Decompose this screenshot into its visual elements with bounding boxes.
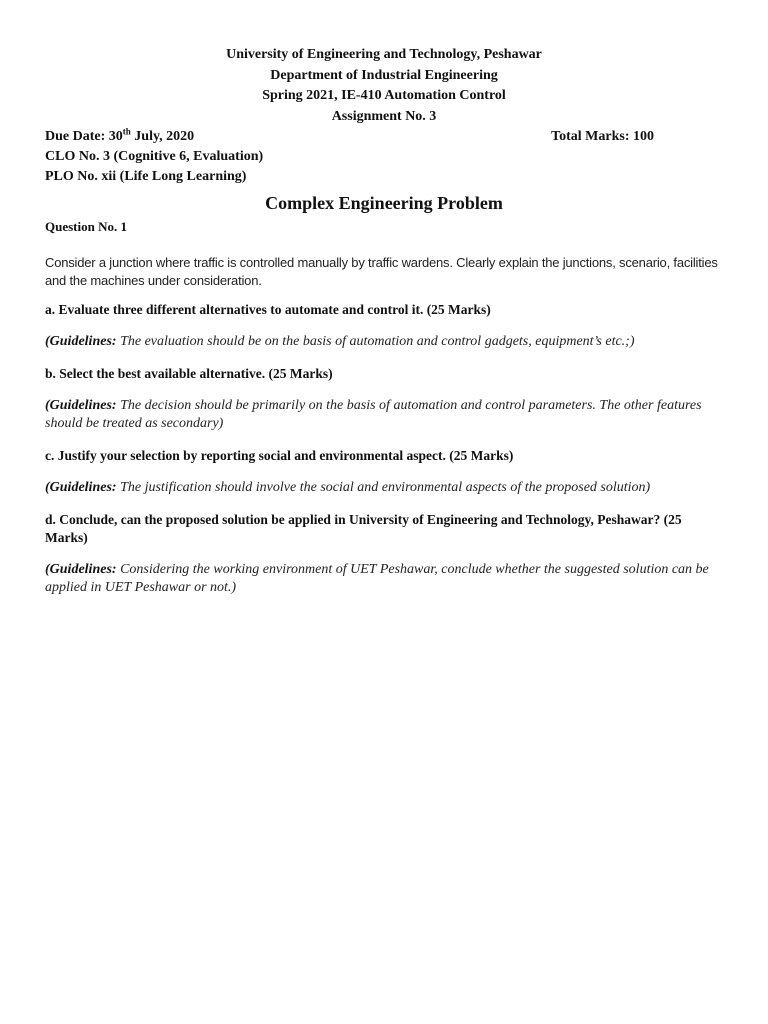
due-date-rest: July, 2020 (130, 129, 195, 144)
due-date-label: Due Date: 30 (45, 129, 123, 144)
guideline-lead: (Guidelines: (45, 398, 117, 413)
guideline-text: The justification should involve the social and environmental aspects of the proposed solution) (116, 480, 651, 495)
item-a-guideline (45, 333, 725, 351)
guideline-text: Considering the working environment of UET Peshawar, conclude whether the suggested solution can be applied in UET Peshawar or not.) (45, 562, 709, 595)
item-c-guideline (45, 479, 725, 497)
item-d-heading: d. Conclude, can the proposed solution be applied in University of Engineering and Technology, Peshawar? (25 Marks) (45, 512, 682, 545)
due-date-suffix: th (122, 126, 131, 137)
item-b-heading: b. Select the best available alternative. (25 Marks) (45, 366, 333, 381)
assignment-number: Assignment No. 3 (331, 108, 437, 124)
clo-line: CLO No. 3 (Cognitive 6, Evaluation) (45, 149, 264, 164)
university-name: University of Engineering and Technology, Peshawar (226, 47, 542, 62)
guideline-lead: (Guidelines: (45, 480, 117, 495)
guideline-text: The evaluation should be on the basis of automation and control gadgets, equipment’s etc.;) (116, 334, 635, 349)
item-d-guideline (45, 561, 725, 597)
due-date-row (45, 127, 725, 147)
question-section (45, 215, 725, 597)
guideline-lead: (Guidelines: (45, 334, 117, 349)
course-title: Spring 2021, IE-410 Automation Control (262, 88, 506, 103)
plo-line: PLO No. xii (Life Long Learning) (45, 169, 247, 184)
page-title: Complex Engineering Problem (265, 193, 503, 213)
due-date (45, 127, 194, 147)
document-header (0, 45, 768, 127)
assignment-meta (45, 127, 725, 187)
department-name: Department of Industrial Engineering (270, 67, 498, 83)
item-b-guideline (45, 397, 725, 433)
item-c-heading: c. Justify your selection by reporting social and environmental aspect. (25 Marks) (45, 448, 514, 463)
question-label: Question No. 1 (45, 219, 127, 234)
guideline-text: The decision should be primarily on the basis of automation and control parameters. The other features should be treated as secondary) (45, 398, 702, 431)
total-marks: Total Marks: 100 (551, 129, 654, 144)
guideline-lead: (Guidelines: (45, 562, 117, 577)
item-a-heading: a. Evaluate three different alternatives to automate and control it. (25 Marks) (45, 302, 491, 317)
question-prompt: Consider a junction where traffic is controlled manually by traffic wardens. Clearly explain the junctions, scenario, facilities and the machines under consideration. (45, 255, 718, 288)
